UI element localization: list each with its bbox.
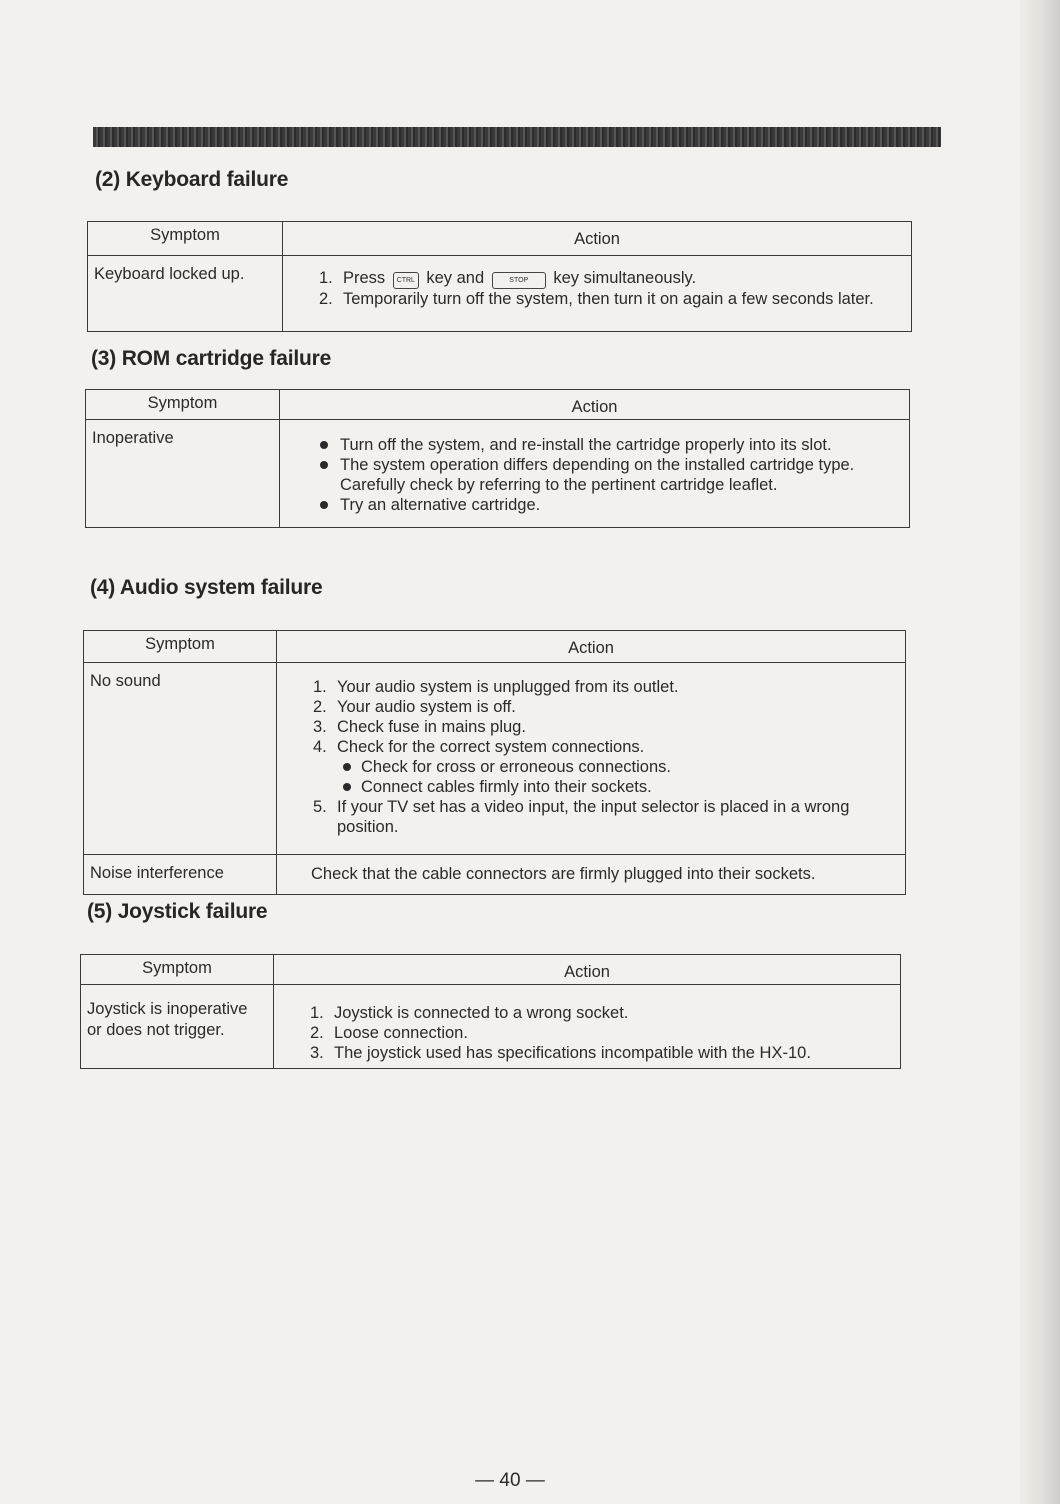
header-bar	[93, 127, 941, 147]
step-text: Your audio system is unplugged from its outlet.	[337, 678, 679, 696]
action-step	[310, 1043, 886, 1063]
action-step	[313, 797, 891, 837]
section-title-keyboard-failure: (2) Keyboard failure	[95, 168, 289, 191]
symptom-header: Symptom	[86, 390, 280, 420]
step-text	[343, 268, 696, 289]
action-header: Action	[283, 222, 912, 256]
step-text: If your TV set has a video input, the input selector is placed in a wrong position.	[337, 798, 850, 836]
step-text-middle: key and	[426, 269, 485, 287]
step-number: 1.	[310, 1004, 324, 1022]
step-text: Your audio system is off.	[337, 698, 516, 716]
action-cell	[274, 985, 901, 1069]
page-edge	[1020, 0, 1060, 1504]
step-text-before: Press	[343, 269, 386, 287]
action-sub-bullet-list	[313, 757, 891, 797]
action-header: Action	[274, 955, 901, 985]
step-text: The joystick used has specifications incompatible with the HX-10.	[334, 1044, 811, 1062]
section-title-joystick-failure: (5) Joystick failure	[87, 900, 268, 923]
audio-system-failure-table	[83, 630, 906, 895]
ctrl-key-icon: CTRL	[393, 272, 419, 289]
joystick-failure-table	[80, 954, 901, 1069]
step-number: 2.	[310, 1024, 324, 1042]
action-bullet: Turn off the system, and re-install the cartridge properly into its slot.	[340, 435, 895, 455]
symptom-cell: No sound	[84, 663, 277, 855]
rom-cartridge-failure-table	[85, 389, 910, 528]
step-text: Check for the correct system connections.	[337, 738, 645, 756]
action-step	[310, 1003, 886, 1023]
symptom-cell: Keyboard locked up.	[88, 256, 283, 332]
step-number: 3.	[313, 718, 327, 736]
step-text: Check fuse in mains plug.	[337, 718, 526, 736]
action-step	[313, 697, 891, 717]
step-text: Loose connection.	[334, 1024, 468, 1042]
action-step	[310, 1023, 886, 1043]
symptom-header: Symptom	[88, 222, 283, 256]
action-step	[319, 289, 897, 309]
step-number: 2.	[313, 698, 327, 716]
action-cell	[280, 420, 910, 528]
action-bullet: The system operation differs depending on the installed cartridge type. Carefully check by referring to the pertinent cartridge leaflet.	[340, 455, 895, 495]
symptom-cell: Inoperative	[86, 420, 280, 528]
stop-key-icon: STOP	[492, 272, 546, 289]
step-number: 1.	[319, 269, 333, 287]
action-step	[313, 677, 891, 697]
action-sub-bullet: Check for cross or erroneous connections.	[361, 757, 891, 777]
action-step	[313, 737, 891, 757]
action-step	[319, 268, 897, 289]
action-bullet: Try an alternative cartridge.	[340, 495, 895, 515]
action-bullet-list	[318, 435, 895, 515]
action-sub-bullet: Connect cables firmly into their sockets.	[361, 777, 891, 797]
step-text: Joystick is connected to a wrong socket.	[334, 1004, 629, 1022]
action-cell	[277, 663, 906, 855]
step-text-after: key simultaneously.	[553, 269, 697, 287]
step-number: 1.	[313, 678, 327, 696]
action-header: Action	[277, 631, 906, 663]
action-step	[313, 717, 891, 737]
action-cell: Check that the cable connectors are firmly plugged into their sockets.	[277, 855, 906, 895]
step-number: 5.	[313, 798, 327, 816]
step-text: Temporarily turn off the system, then turn it on again a few seconds later.	[343, 290, 874, 308]
step-number: 4.	[313, 738, 327, 756]
page-number: — 40 —	[475, 1470, 545, 1491]
symptom-cell: Noise interference	[84, 855, 277, 895]
action-cell	[283, 256, 912, 332]
action-header: Action	[280, 390, 910, 420]
symptom-header: Symptom	[84, 631, 277, 663]
symptom-cell: Joystick is inoperative or does not trigger.	[81, 985, 274, 1069]
section-title-audio-system-failure: (4) Audio system failure	[90, 576, 323, 599]
step-number: 3.	[310, 1044, 324, 1062]
keyboard-failure-table	[87, 221, 912, 332]
step-number: 2.	[319, 290, 333, 308]
symptom-header: Symptom	[81, 955, 274, 985]
section-title-rom-cartridge-failure: (3) ROM cartridge failure	[91, 347, 332, 370]
